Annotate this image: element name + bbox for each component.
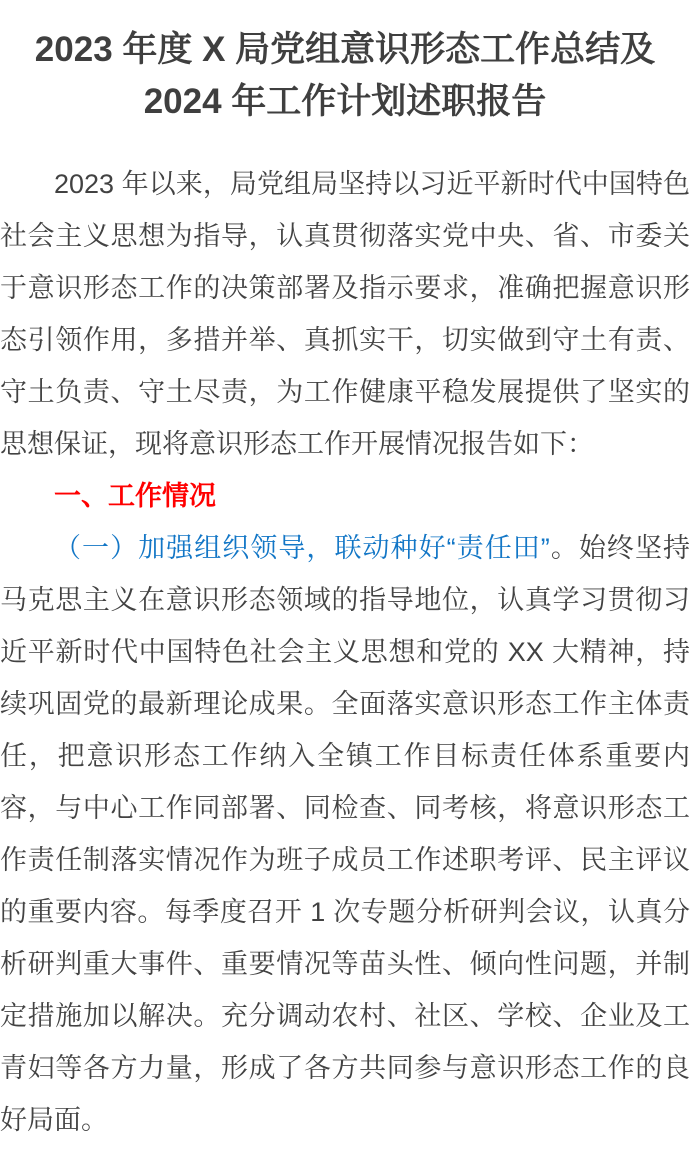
- subsection-1-body: 。始终坚持马克思主义在意识形态领域的指导地位，认真学习贯彻习近平新时代中国特色社会主义思想和党的 XX 大精神，持续巩固党的最新理论成果。全面落实意识形态工作主体责任，把意识形态工作纳入全镇工作目标责任体系重要内容，与中心工作同部署、同检查、同考核，将意识形态工作责任制落实情况作为班子成员工作述职考评、民主评议的重要内容。每季度召开 1 次专题分析研判会议，认真分析研判重大事件、重要情况等苗头性、倾向性问题，并制定措施加以解决。充分调动农村、社区、学校、企业及工青妇等各方力量，形成了各方共同参与意识形态工作的良好局面。: [0, 533, 691, 1135]
- subsection-1-paragraph: [0, 522, 690, 1146]
- intro-paragraph: 2023 年以来，局党组局坚持以习近平新时代中国特色社会主义思想为指导，认真贯彻落实党中央、省、市委关于意识形态工作的决策部署及指示要求，准确把握意识形态引领作用，多措并举、真抓实干，切实做到守土有责、守土负责、守土尽责，为工作健康平稳发展提供了坚实的思想保证，现将意识形态工作开展情况报告如下：: [0, 169, 690, 459]
- subsection-1-title: （一）加强组织领导，联动种好“责任田”: [54, 533, 550, 563]
- section-1-heading: 一、工作情况: [54, 481, 216, 511]
- document-title-line-2: 2024 年工作计划述职报告: [143, 82, 547, 121]
- document-title: [0, 24, 690, 128]
- document-title-line-1: 2023 年度 X 局党组意识形态工作总结及: [34, 30, 656, 69]
